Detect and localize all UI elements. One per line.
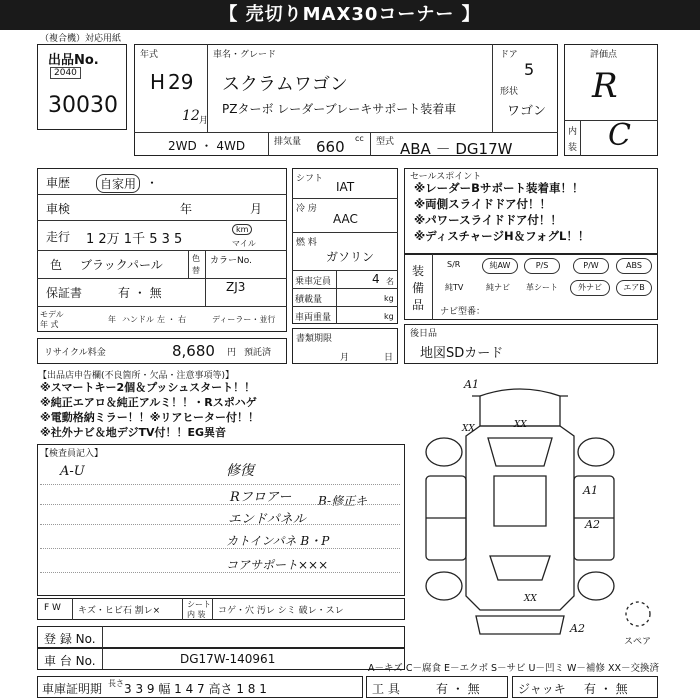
equip-aftermarket-navi: 外ナビ [570, 280, 610, 296]
color-label: 色 [50, 258, 63, 272]
model-year-unit: 年 [108, 315, 116, 324]
equipment-label-1: 装 [412, 264, 425, 278]
lot-label: 出品No. [48, 53, 99, 68]
equipment-label-2: 備 [412, 281, 425, 295]
sales-point-item: ※ディスチャージH＆フォグL！！ [414, 229, 590, 243]
tools-value: 有 ・ 無 [436, 682, 480, 696]
warranty-value: 有 ・ 無 [118, 286, 162, 300]
history-label: 車歴 [46, 176, 71, 190]
score-label: 評価点 [590, 50, 618, 60]
history-sep: ・ [146, 176, 159, 190]
model-year-label-1: モデル [40, 310, 64, 319]
capacity-unit: 名 [386, 277, 394, 286]
ac-value: AAC [333, 212, 358, 226]
lot-stamp: 2040 [50, 67, 81, 79]
interior-value: C [608, 118, 631, 153]
year-label: 年式 [140, 50, 159, 60]
seat-items: コゲ・穴 汚レ シミ 破レ・スレ [218, 606, 344, 616]
spare-label: スペア [624, 637, 652, 647]
exhibit-label: 【出品店申告欄(不良箇所・欠品・注意事項等)】 [38, 371, 235, 381]
recycle-unit: 円 [227, 348, 237, 358]
doc-deadline-label: 書類期限 [296, 334, 333, 344]
equip-power-window: P/W [573, 258, 609, 274]
color-change-1: 色 [192, 254, 200, 263]
handle-value: 左 ・ 右 [157, 315, 187, 324]
lot-box [37, 44, 127, 130]
sales-points-label: セールスポイント [410, 172, 482, 182]
displacement-value: 660 [316, 138, 345, 156]
fw-items: キズ・ヒビ石 割レ× [78, 606, 161, 616]
type-label: 型式 [376, 137, 395, 147]
doors-value: 5 [524, 60, 535, 79]
inspector-note: カトインパネ B・P [226, 534, 330, 548]
load-label: 積載量 [295, 295, 323, 305]
body-type-label: 形状 [500, 87, 519, 97]
displacement-unit: cc [355, 134, 364, 143]
equipment-label-3: 品 [412, 298, 425, 312]
exhibit-item: ※スマートキー2個＆プッシュスタート！！ [40, 381, 256, 394]
jack-label: ジャッキ [518, 682, 566, 696]
sales-point-item: ※両側スライドドア付！！ [414, 197, 551, 211]
tools-label: 工 具 [372, 682, 400, 696]
equip-abs: ABS [616, 258, 652, 274]
weight-label: 車両重量 [295, 313, 332, 323]
doors-label: ドア [500, 50, 518, 60]
damage-mark: A1 [464, 378, 479, 391]
inspector-note: Rフロアー [230, 490, 292, 505]
navi-model-label: ナビ型番： [440, 307, 486, 317]
mileage-unit-km: km [232, 224, 252, 235]
year-value: 29 [168, 70, 194, 94]
model-year-label-2: 年 式 [40, 320, 59, 329]
aftermarket-label: 後日品 [410, 329, 438, 339]
recycle-note: 預託済 [244, 348, 272, 358]
doc-deadline-day: 日 [384, 353, 394, 363]
inspector-note: エンドパネル [228, 512, 306, 527]
sales-point-item: ※パワースライドドア付！！ [414, 213, 562, 227]
sales-point-item: ※レーダーBサポート装着車！！ [414, 181, 584, 195]
inspector-note: A-U [60, 464, 85, 479]
damage-mark: XX [514, 420, 527, 430]
color-value: ブラックパール [80, 258, 163, 272]
equip-power-steering: P/S [524, 258, 560, 274]
recycle-value: 8,680 [172, 342, 215, 360]
equip-genuine-tv: 純TV [445, 283, 464, 292]
recycle-label: リサイクル料金 [44, 348, 106, 358]
equip-genuine-navi: 純ナビ [486, 283, 510, 292]
cert-value: 3 3 9 幅 1 4 7 高さ 1 8 1 [124, 682, 267, 696]
warranty-label: 保証書 [46, 286, 83, 300]
load-unit: kg [384, 294, 394, 303]
damage-mark: A2 [585, 518, 600, 531]
jack-value: 有 ・ 無 [584, 682, 628, 696]
equip-leather-seat: 革シート [526, 283, 558, 292]
model-name: スクラムワゴン [222, 74, 348, 95]
inspection-label: 車検 [46, 202, 71, 216]
chassis-label: 車 台 No. [44, 654, 96, 668]
dealer-label: ディーラー・並行 [212, 315, 276, 324]
cert-label: 車庫証明期 [42, 682, 103, 696]
damage-mark: A2 [570, 622, 585, 635]
inspection-year-unit: 年 [180, 202, 193, 216]
interior-label-1: 内 [568, 127, 578, 137]
doc-deadline-month: 月 [340, 353, 350, 363]
fuel-value: ガソリン [326, 250, 375, 264]
type-value: ABA － DG17W [400, 140, 513, 158]
seat-label-2: 内 装 [187, 610, 206, 619]
exhibit-item: ※電動格納ミラー！！※リアヒーター付！！ [40, 411, 259, 424]
aftermarket-value: 地図SDカード [420, 346, 504, 361]
inspector-note: 修復 [226, 463, 254, 479]
color-change-2: 替 [192, 266, 200, 275]
seat-label-1: シート [187, 600, 211, 609]
ac-label: 冷 房 [296, 204, 317, 214]
score-value: R [592, 66, 618, 106]
exhibit-item: ※社外ナビ＆地デジTV付！！EG異音 [40, 426, 227, 439]
month-unit: 月 [199, 116, 209, 126]
cert-prefix: 長さ [108, 679, 124, 688]
damage-legend: A－キズ C－腐食 E－エクボ S－サビ U－凹ミ W－補修 XX－交換済 [368, 663, 659, 674]
damage-mark: A1 [583, 484, 598, 497]
equip-sunroof: S/R [447, 260, 461, 269]
model-grade: PZターボ レーダーブレーキサポート装着車 [222, 102, 457, 116]
interior-label-2: 装 [568, 143, 578, 153]
fuel-label: 燃 料 [296, 238, 317, 248]
shift-label: シフト [296, 174, 324, 184]
handle-label: ハンドル [122, 315, 154, 324]
inspector-note: コアサポート××× [226, 558, 329, 572]
displacement-label: 排気量 [274, 137, 302, 147]
capacity-label: 乗車定員 [295, 277, 332, 287]
fw-label: F W [44, 603, 61, 613]
form-subtitle: （複合機）対応用紙 [40, 34, 122, 44]
capacity-value: 4 [372, 272, 380, 286]
chassis-value: DG17W-140961 [180, 652, 276, 666]
inspection-month-unit: 月 [250, 202, 263, 216]
mileage-value: 1 2万 1千 5 3 5 [86, 232, 183, 247]
mileage-label: 走行 [46, 230, 71, 244]
shift-value: IAT [336, 180, 355, 194]
equip-genuine-aw: 純AW [482, 258, 518, 274]
color-code-label: カラーNo. [210, 256, 252, 266]
damage-mark: XX [524, 594, 537, 604]
weight-unit: kg [384, 312, 394, 321]
damage-mark: XX [462, 424, 475, 434]
model-label: 車名・グレード [213, 50, 277, 60]
registration-label: 登 録 No. [44, 632, 96, 646]
year-month: 12 [182, 108, 200, 124]
year-era: H [150, 70, 166, 94]
history-value: 自家用 [96, 174, 140, 193]
exhibit-item: ※純正エアロ＆純正アルミ！！・Rスポハゲ [40, 396, 257, 409]
inspector-label: 【検査員記入】 [40, 449, 104, 459]
drive-type: 2WD ・ 4WD [168, 139, 246, 153]
body-type-value: ワゴン [507, 104, 547, 119]
auction-banner: 【 売切りMAX30コーナー 】 [0, 0, 700, 30]
mileage-unit-mile: マイル [232, 239, 256, 248]
equip-airbag: エアB [616, 280, 652, 296]
lot-number: 30030 [48, 93, 118, 118]
color-code: ZJ3 [226, 280, 246, 294]
inspector-note: B-修正キ [318, 494, 368, 508]
inspector-box [37, 444, 405, 596]
